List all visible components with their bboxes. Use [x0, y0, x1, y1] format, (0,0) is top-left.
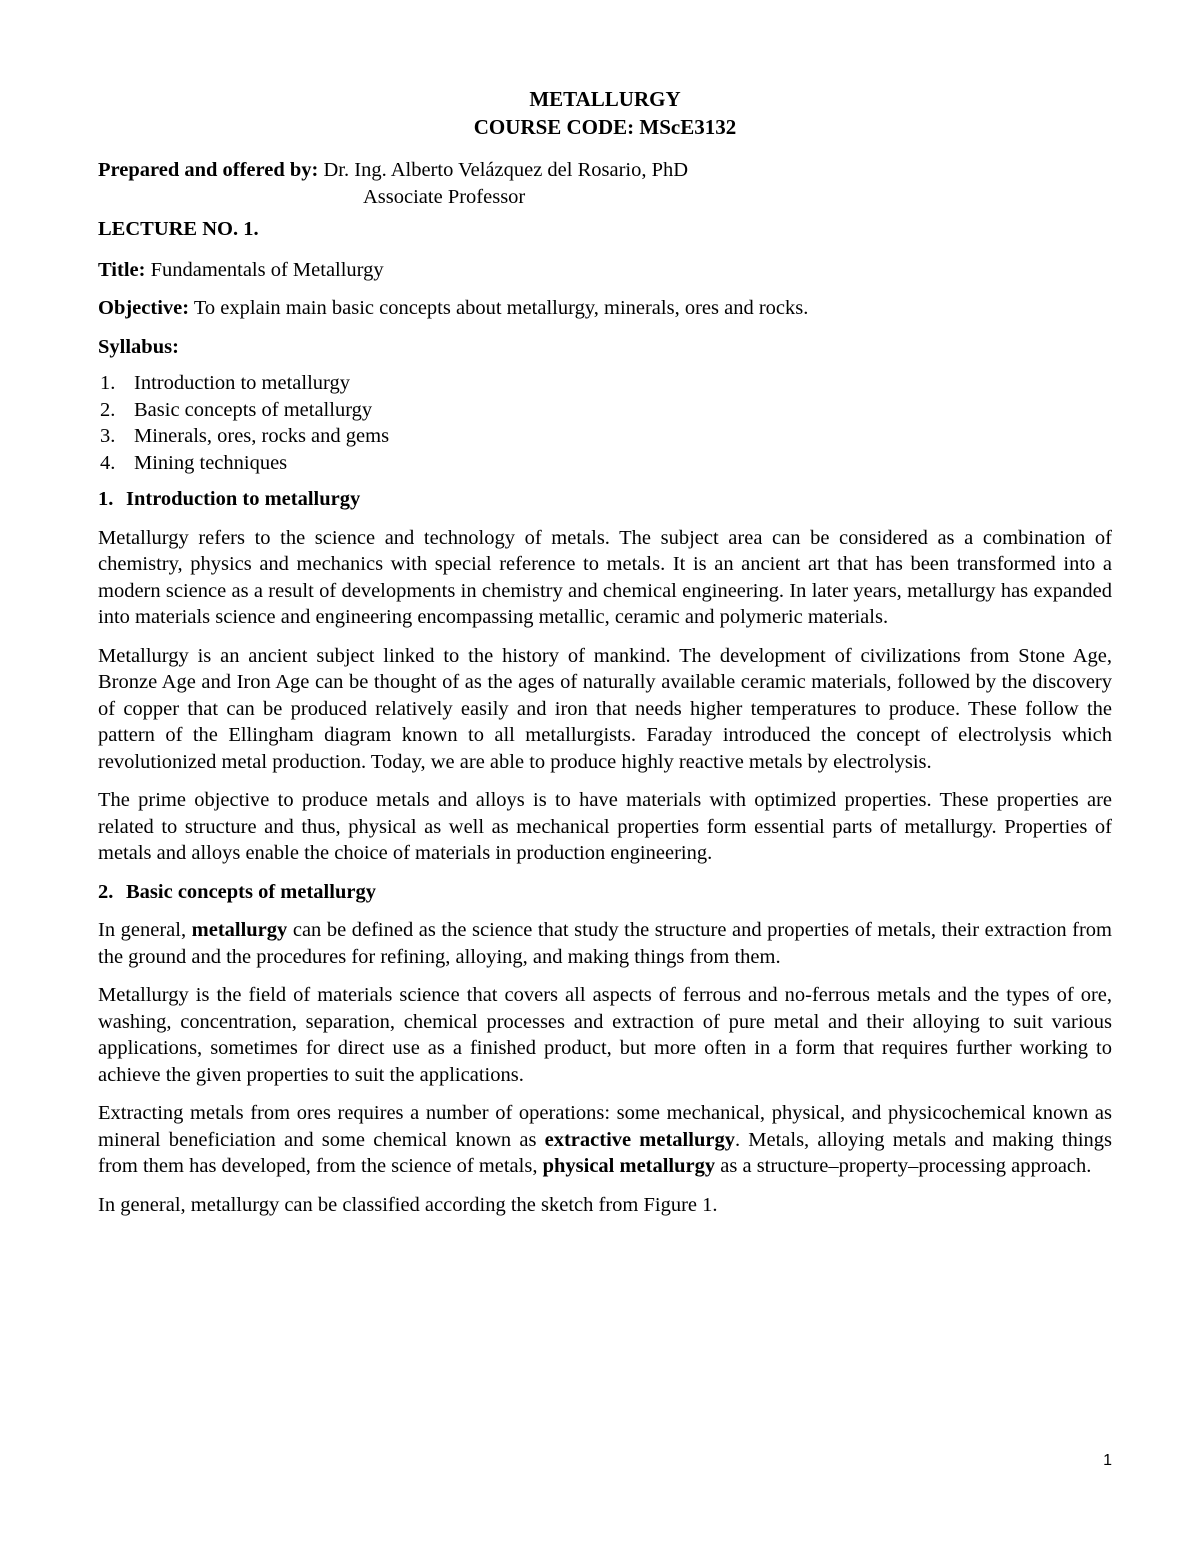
page-number: 1	[1103, 1452, 1112, 1469]
section-2-paragraph: Metallurgy is the field of materials science that covers all aspects of ferrous and no-ferrous metals and the types of ore, washing, concentration, separation, chemical processes and extraction of pure metal and their alloying to suit various applications, sometimes for direct use as a finished product, but more often in a form that requires further working to achieve the given properties to suit the applications.	[98, 984, 1112, 1086]
section-1-heading: 1. Introduction to metallurgy	[98, 488, 361, 510]
title-row	[98, 257, 1112, 284]
document-page	[98, 85, 1112, 1218]
objective-label: Objective:	[98, 297, 190, 319]
section-2-heading: 2. Basic concepts of metallurgy	[98, 880, 376, 903]
list-item: 4. Mining techniques	[100, 451, 288, 474]
objective-value: To explain main basic concepts about metallurgy, minerals, ores and rocks.	[189, 297, 809, 319]
title-label: Title:	[98, 258, 146, 281]
list-item: 2. Basic concepts of metallurgy	[100, 398, 373, 421]
section-1-paragraph: The prime objective to produce metals and alloys is to have materials with optimized properties. These properties are related to structure and thus, physical as well as mechanical properties form essential parts of metallurgy. Properties of metals and alloys enable the choice of materials in production engineering.	[98, 789, 1112, 864]
title-value: Fundamentals of Metallurgy	[145, 258, 384, 281]
section-2-paragraph: Extracting metals from ores requires a number of operations: some mechanical, physical, and physicochemical known as mineral beneficiation and some chemical known as extractive metallurgy. Metals, alloying metals and making things from them has developed, from the science of metals, physical metallurgy as a structure–property–processing approach.	[98, 1102, 1112, 1177]
section-2-paragraph: In general, metallurgy can be classified according the sketch from Figure 1.	[98, 1193, 718, 1216]
section-1-paragraph: Metallurgy is an ancient subject linked to the history of mankind. The development of civilizations from Stone Age, Bronze Age and Iron Age can be thought of as the ages of naturally available ceramic materials, followed by the discovery of copper that can be produced relatively easily and iron that needs higher temperatures to produce. These follow the pattern of the Ellingham diagram known to all metallurgists. Faraday introduced the concept of electrolysis which revolutionized metal production. Today, we are able to produce highly reactive metals by electrolysis.	[98, 644, 1112, 773]
syllabus-label: Syllabus:	[98, 335, 179, 358]
prepared-by	[98, 157, 1112, 184]
section-2-paragraph: In general, metallurgy can be defined as the science that study the structure and properties of metals, their extraction from the ground and the procedures for refining, alloying, and making things from them.	[98, 919, 1112, 968]
prepared-label: Prepared and offered by:	[98, 159, 319, 181]
list-item: 3. Minerals, ores, rocks and gems	[100, 425, 390, 447]
course-code: COURSE CODE: MScE3132	[473, 115, 737, 139]
lecture-number: LECTURE NO. 1.	[98, 218, 259, 240]
syllabus-list	[98, 370, 1112, 476]
list-item: 1. Introduction to metallurgy	[100, 372, 350, 394]
prepared-position: Associate Professor	[363, 185, 526, 208]
document-title: METALLURGY	[529, 87, 681, 111]
prepared-name: Dr. Ing. Alberto Velázquez del Rosario, PhD	[318, 159, 689, 181]
objective-row	[98, 295, 1112, 322]
section-1-paragraph: Metallurgy refers to the science and technology of metals. The subject area can be considered as a combination of chemistry, physics and mechanics with special reference to metals. It is an ancient art that has been transformed into a modern science as a result of developments in chemistry and chemical engineering. In later years, metallurgy has expanded into materials science and engineering encompassing metallic, ceramic and polymeric materials.	[98, 526, 1112, 628]
